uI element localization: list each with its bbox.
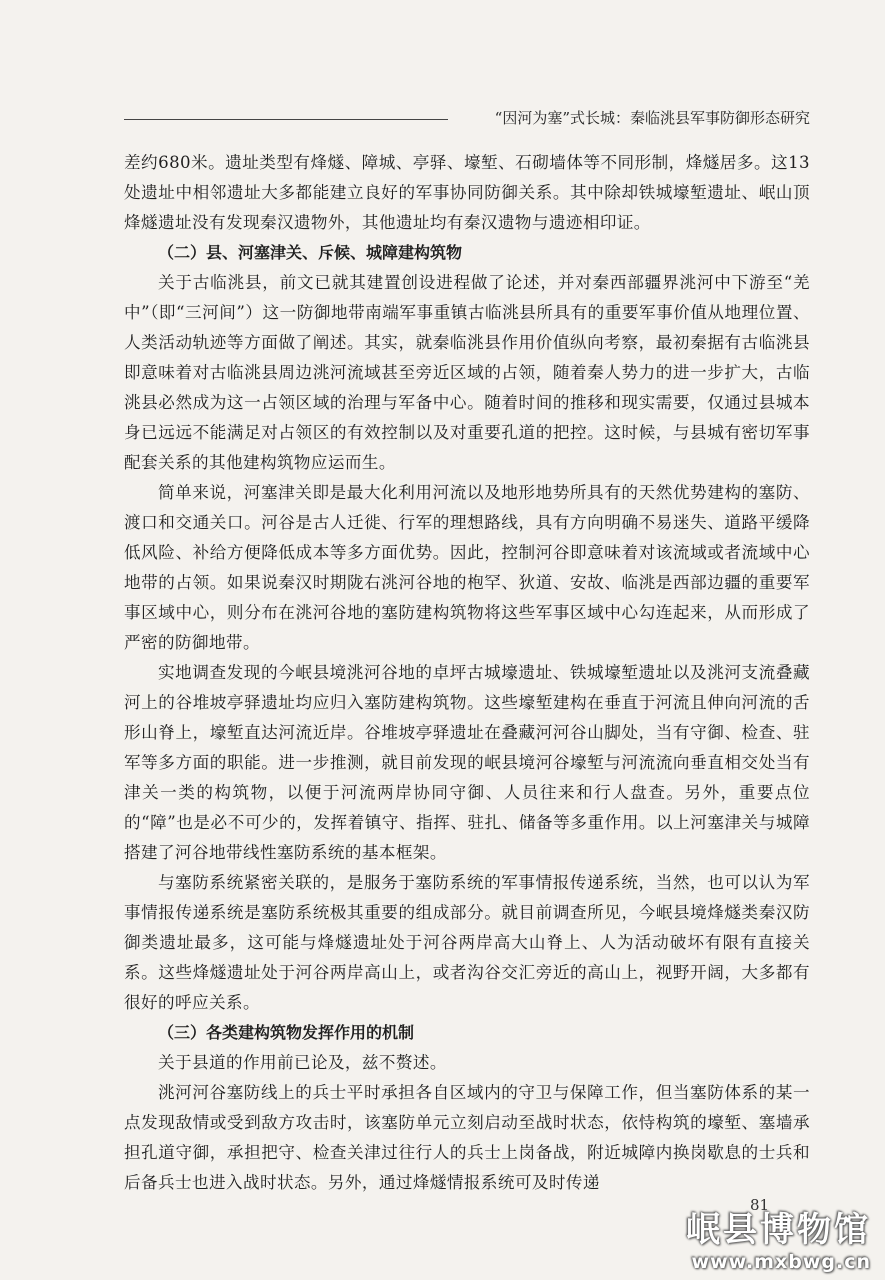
paragraph: 洮河河谷塞防线上的兵士平时承担各自区域内的守卫与保障工作，但当塞防体系的某一点发现敌情或受到敌方攻击时，该塞防单元立刻启动至战时状态，依恃构筑的壕堑、塞墙承担孔道守御，承担把守、检查关津过往行人的兵士上岗备战，附近城障内换岗歇息的士兵和后备兵士也进入战时状态。另外，通过烽燧情报系统可及时传递 (124, 1083, 810, 1192)
paragraph-continued: 差约680米。遗址类型有烽燧、障城、亭驿、壕堑、石砌墙体等不同形制，烽燧居多。这13处遗址中相邻遗址大多都能建立良好的军事协同防御关系。其中除却铁城壕堑遗址、岷山顶烽燧遗址没有发现秦汉遗物外，其他遗址均有秦汉遗物与遗迹相印证。 (124, 153, 810, 232)
section-heading-3: （三）各类建构筑物发挥作用的机制 (158, 1023, 415, 1042)
paragraph: 与塞防系统紧密关联的，是服务于塞防系统的军事情报传递系统，当然，也可以认为军事情报传递系统是塞防系统极其重要的组成部分。就目前调查所见，今岷县境烽燧类秦汉防御类遗址最多，这可能与烽燧遗址处于河谷两岸高大山脊上、人为活动破坏有限有直接关系。这些烽燧遗址处于河谷两岸高山上，或者沟谷交汇旁近的高山上，视野开阔，大多都有很好的呼应关系。 (124, 873, 810, 1012)
watermark-url: www.mxbwg.cn (691, 1251, 871, 1273)
page-number: 81 (750, 1196, 770, 1214)
paragraph: 实地调查发现的今岷县境洮河谷地的卓坪古城壕遗址、铁城壕堑遗址以及洮河支流叠藏河上的谷堆坡亭驿遗址均应归入塞防建构筑物。这些壕堑建构在垂直于河流且伸向河流的舌形山脊上，壕堑直达河流近岸。谷堆坡亭驿遗址在叠藏河河谷山脚处，当有守御、检查、驻军等多方面的职能。进一步推测，就目前发现的岷县境河谷壕堑与河流流向垂直相交处当有津关一类的构筑物，以便于河流两岸协同守御、人员往来和行人盘查。另外，重要点位的“障”也是必不可少的，发挥着镇守、指挥、驻扎、储备等多重作用。以上河塞津关与城障搭建了河谷地带线性塞防系统的基本框架。 (124, 663, 810, 862)
running-header (124, 106, 810, 130)
running-header-title: “因河为塞”式长城：秦临洮县军事防御形态研究 (494, 109, 810, 127)
header-rule (124, 119, 448, 120)
watermark-name: 岷县博物馆 (686, 1210, 871, 1250)
paragraph: 关于县道的作用前已论及，兹不赘述。 (158, 1053, 447, 1072)
page-body (124, 148, 810, 1198)
paragraph: 关于古临洮县，前文已就其建置创设进程做了论述，并对秦西部疆界洮河中下游至“羌中”（即“三河间”）这一防御地带南端军事重镇古临洮县所具有的重要军事价值从地理位置、人类活动轨迹等方面做了阐述。其实，就秦临洮县作用价值纵向考察，最初秦据有古临洮县即意味着对古临洮县周边洮河流域甚至旁近区域的占领，随着秦人势力的进一步扩大，古临洮县必然成为这一占领区域的治理与军备中心。随着时间的推移和现实需要，仅通过县城本身已远远不能满足对占领区的有效控制以及对重要孔道的把控。这时候，与县城有密切军事配套关系的其他建构筑物应运而生。 (124, 273, 810, 472)
paragraph: 简单来说，河塞津关即是最大化利用河流以及地形地势所具有的天然优势建构的塞防、渡口和交通关口。河谷是古人迁徙、行军的理想路线，具有方向明确不易迷失、道路平缓降低风险、补给方便降低成本等多方面优势。因此，控制河谷即意味着对该流域或者流域中心地带的占领。如果说秦汉时期陇右洮河谷地的枹罕、狄道、安故、临洮是西部边疆的重要军事区域中心，则分布在洮河谷地的塞防建构筑物将这些军事区域中心勾连起来，从而形成了严密的防御地带。 (124, 483, 810, 652)
museum-watermark (686, 1210, 871, 1274)
section-heading-2: （二）县、河塞津关、斥候、城障建构筑物 (158, 243, 463, 262)
